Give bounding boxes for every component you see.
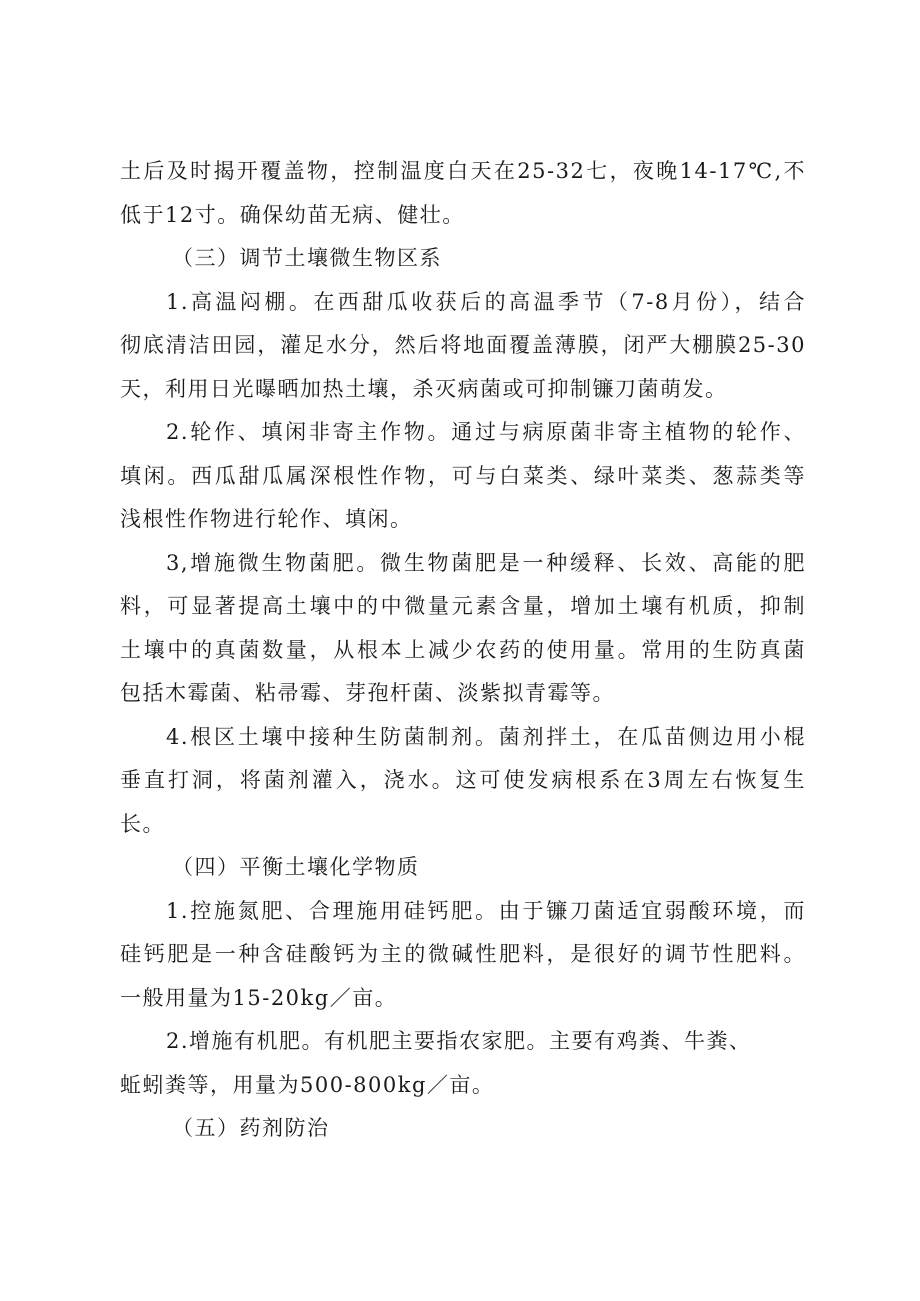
paragraph-line: 低于12寸。确保幼苗无病、健壮。 xyxy=(120,202,465,227)
body-text xyxy=(120,150,806,1151)
section-heading: （四）平衡土壤化学物质 xyxy=(172,855,420,879)
paragraph-line: 土壤中的真菌数量，从根本上减少农药的使用量。常用的生防真菌 xyxy=(120,637,806,662)
paragraph-line: 料，可显著提高土壤中的中微量元素含量，增加土壤有机质，抑制 xyxy=(120,594,806,618)
paragraph-line: 浅根性作物进行轮作、填闲。 xyxy=(120,507,413,531)
paragraph-line: 1.控施氮肥、合理施用硅钙肥。由于镰刀菌适宜弱酸环境，而 xyxy=(166,898,806,923)
paragraph-line: 长。 xyxy=(120,811,165,836)
section-heading: （三）调节土壤微生物区系 xyxy=(172,246,442,270)
paragraph-line: 彻底清洁田园，灌足水分，然后将地面覆盖薄膜，闭严大棚膜25-30 xyxy=(120,333,806,357)
paragraph-line: 土后及时揭开覆盖物，控制温度白天在25-32七，夜晚14-17℃,不 xyxy=(120,159,806,183)
section-heading: （五）药剂防治 xyxy=(172,1116,330,1140)
paragraph-line: 2.增施有机肥。有机肥主要指农家肥。主要有鸡粪、牛粪、 xyxy=(166,1029,752,1053)
paragraph-line: 天，利用日光曝晒加热土壤，杀灭病菌或可抑制镰刀菌萌发。 xyxy=(120,376,728,401)
paragraph-line: 填闲。西瓜甜瓜属深根性作物，可与白菜类、绿叶菜类、葱蒜类等 xyxy=(120,463,806,488)
paragraph-line: 蚯蚓粪等，用量为500-800kg／亩。 xyxy=(120,1072,495,1097)
paragraph-line: 一般用量为15-20kg／亩。 xyxy=(120,985,398,1010)
paragraph-line: 1.高温闷棚。在西甜瓜收获后的高温季节（7-8月份），结合 xyxy=(166,289,806,314)
paragraph-line: 垂直打洞，将菌剂灌入，浇水。这可使发病根系在3周左右恢复生 xyxy=(120,768,806,792)
paragraph-line: 2.轮作、填闲非寄主作物。通过与病原菌非寄主植物的轮作、 xyxy=(166,420,806,444)
paragraph-line: 硅钙肥是一种含硅酸钙为主的微碱性肥料，是很好的调节性肥料。 xyxy=(120,942,806,966)
paragraph-line: 4.根区土壤中接种生防菌制剂。菌剂拌土，在瓜苗侧边用小棍 xyxy=(166,724,806,749)
paragraph-line: 3,增施微生物菌肥。微生物菌肥是一种缓释、长效、高能的肥 xyxy=(166,550,806,575)
paragraph-line: 包括木霉菌、粘帚霉、芽孢杆菌、淡紫拟青霉等。 xyxy=(120,681,615,705)
